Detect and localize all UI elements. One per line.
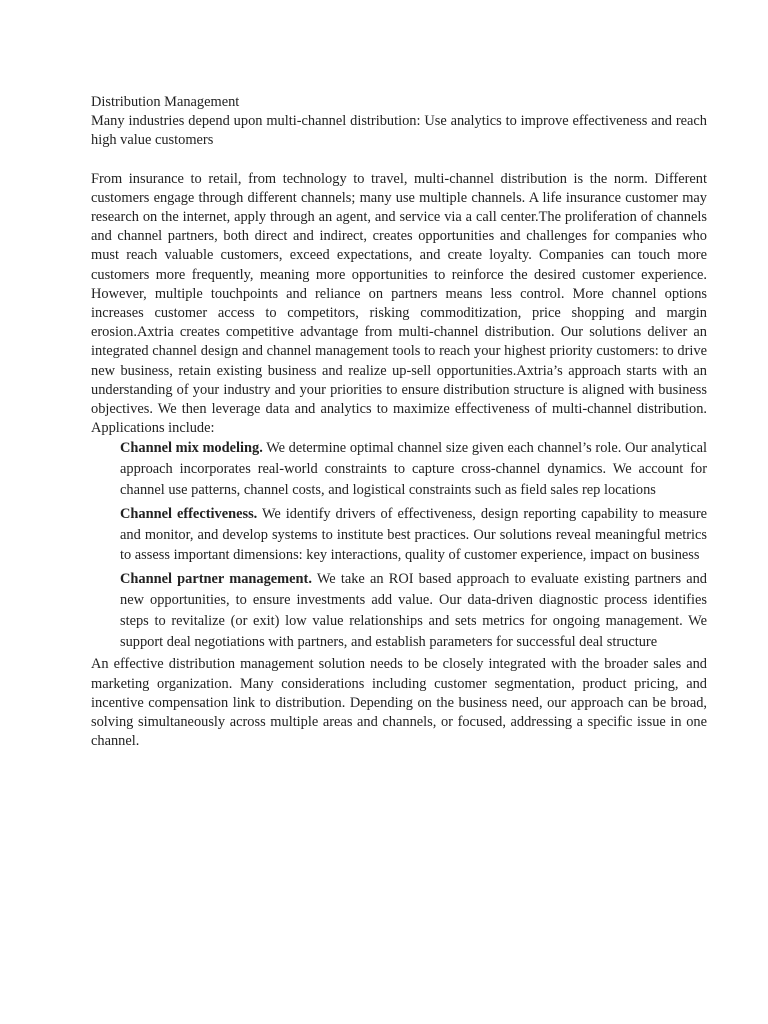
applications-list — [91, 438, 707, 652]
application-description: We identify drivers of effectiveness, design reporting capability to measure and monitor, and develop systems to institute best practices. Our solutions reveal meaningful metrics to assess important dimensions: key interactions, quality of customer experience, impact on business — [120, 505, 708, 564]
application-item-channel-effectiveness — [120, 504, 707, 566]
document-page — [91, 93, 707, 751]
application-description: We take an ROI based approach to evaluate existing partners and new opportunities, to ensure investments add value. Our data-driven diagnostic process identifies steps to revitalize (or exit) low value relationships and sets metrics for ongoing management. We support deal negotiations with partners, and establish parameters for successful deal structure — [120, 571, 707, 650]
application-term: Channel mix modeling. — [120, 440, 263, 457]
application-item-channel-partner — [120, 569, 707, 652]
application-term: Channel partner management. — [120, 571, 312, 588]
document-subtitle: Many industries depend upon multi-channel distribution: Use analytics to improve effectiveness and reach high value customers — [91, 113, 707, 149]
application-description: We determine optimal channel size given each channel’s role. Our analytical approach incorporates real-world constraints to capture cross-channel dynamics. We account for channel use patterns, channel costs, and logistical constraints such as field sales rep locations — [120, 440, 707, 499]
closing-paragraph: An effective distribution management solution needs to be closely integrated with the broader sales and marketing organization. Many considerations including customer segmentation, product pricing, and incentive compensation link to distribution. Depending on the business need, our approach can be broad, solving simultaneously across multiple areas and channels, or focused, addressing a specific issue in one channel. — [91, 656, 707, 750]
body-paragraph: From insurance to retail, from technology to travel, multi-channel distribution is the norm. Different customers engage through different channels; many use multiple channels. A life insurance customer may research on the internet, apply through an agent, and service via a call center.The proliferation of channels and channel partners, both direct and indirect, creates opportunities and challenges for companies who must reach valuable customers, exceed expectations, and create loyalty. Companies can touch more customers more frequently, meaning more opportunities to reinforce the desired customer experience. However, multiple touchpoints and reliance on partners means less control. More channel options increases customer access to competitors, risking commoditization, price shopping and margin erosion.Axtria creates competitive advantage from multi-channel distribution. Our solutions deliver an integrated channel design and channel management tools to reach your highest priority customers: to drive new business, retain existing business and realize up-sell opportunities.Axtria’s approach starts with an understanding of your industry and your priorities to ensure distribution structure is aligned with business objectives. We then leverage data and analytics to maximize effectiveness of multi-channel distribution. Applications include: — [91, 170, 707, 437]
application-term: Channel effectiveness. — [120, 505, 258, 522]
paragraph-spacer — [91, 151, 707, 170]
document-title: Distribution Management — [91, 94, 240, 110]
application-item-channel-mix — [120, 438, 707, 500]
